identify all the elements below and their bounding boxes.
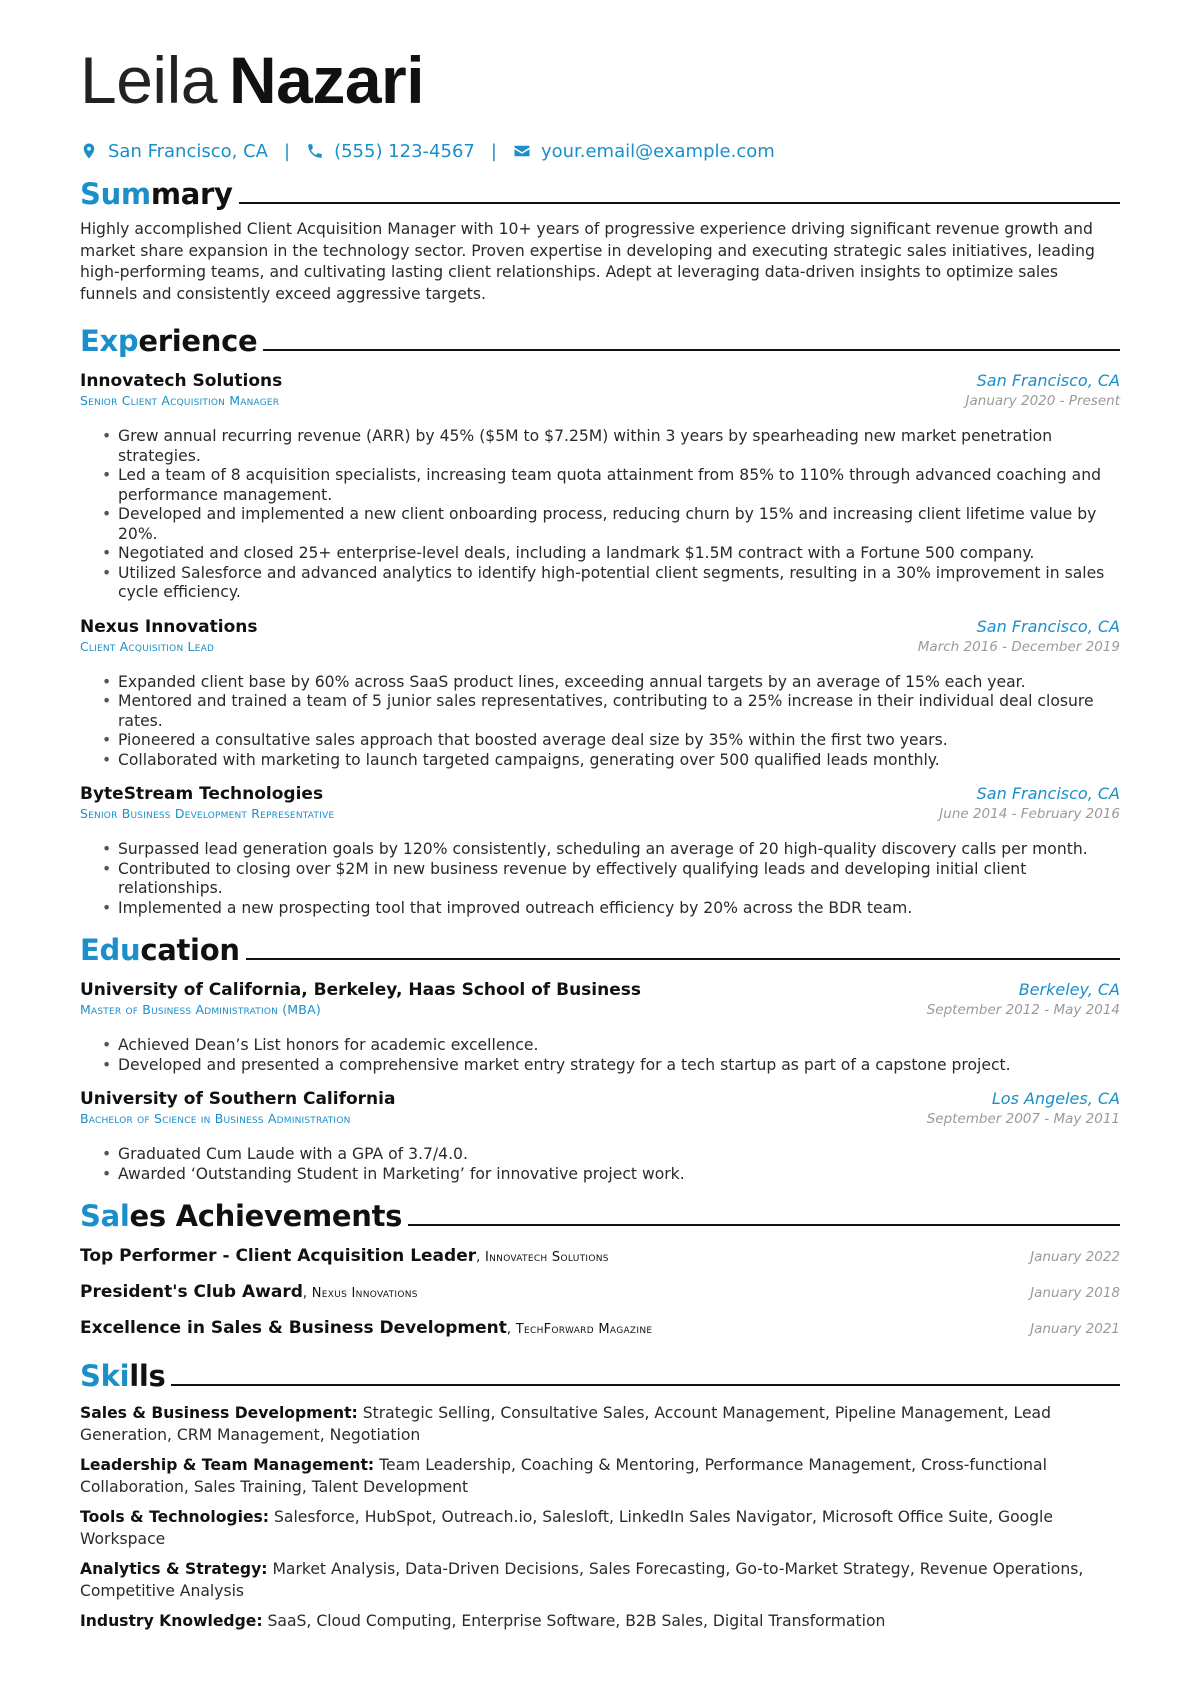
achievement-org: , Innovatech Solutions [476,1250,609,1265]
job-title: Client Acquisition Lead [80,638,215,654]
skill-group [80,1611,1120,1633]
list-item: • Implemented a new prospecting tool that improved outreach efficiency by 20% across the BDR team. [80,899,1120,919]
summary-text: Highly accomplished Client Acquisition Manager with 10+ years of progressive experience driving significant revenue growth and market share expansion in the technology sector. Proven expertise in developing and executing strategic sales initiatives, leading high-performing teams, and cultivating lasting client relationships. Adept at leveraging data-driven insights to optimize sales funnels and consistently exceed aggressive targets. [80,220,1095,303]
entry-location: San Francisco, CA [976,616,1120,636]
degree-name: Master of Business Administration (MBA) [80,1002,321,1017]
entry-dates: September 2012 - May 2014 [926,1002,1120,1018]
first-name: Leila [80,43,217,117]
section-title-rest: cation [140,933,240,967]
achievement-date: January 2018 [1030,1285,1120,1301]
section-title-rest: mary [150,177,233,211]
skill-label: Sales & Business Development: [80,1404,358,1422]
school-name: University of California, Berkeley, Haas School of Business [80,980,641,1000]
entry-location: Los Angeles, CA [991,1089,1120,1108]
skills-heading [80,1354,1120,1394]
skill-group [80,1403,1120,1446]
section-title-rest: erience [138,324,258,358]
education-heading [80,928,1120,968]
section-rule [171,1384,1120,1386]
skill-label: Industry Knowledge: [80,1612,263,1630]
section-title [80,176,233,212]
experience-entry [80,784,1120,918]
section-title-rest: es Achievements [129,1199,403,1233]
section-title-rest: lls [129,1359,166,1393]
bullet-list [80,1036,1120,1075]
list-item: • Awarded ‘Outstanding Student in Marketing’ for innovative project work. [80,1165,1120,1185]
job-title: Senior Business Development Representative [80,806,335,821]
skill-group [80,1455,1120,1498]
achievement-org: , TechForward Magazine [506,1322,653,1337]
skill-label: Analytics & Strategy: [80,1560,268,1578]
entry-location: San Francisco, CA [976,784,1120,803]
skill-values: SaaS, Cloud Computing, Enterprise Software, B2B Sales, Digital Transformation [262,1612,886,1630]
resume-page [80,40,1120,1633]
section-title [80,1198,402,1234]
list-item: • Expanded client base by 60% across SaaS product lines, exceeding annual targets by an average of 15% each year. [80,673,1120,693]
list-item: • Mentored and trained a team of 5 junior sales representatives, contributing to a 25% increase in their individual deal closure rates. [80,692,1120,731]
skill-group [80,1507,1120,1550]
achievement-title: Excellence in Sales & Business Development [80,1318,507,1338]
company-name: ByteStream Technologies [80,784,324,804]
envelope-icon [513,142,531,160]
list-item: • Developed and presented a comprehensive market entry strategy for a tech startup as part of a capstone project. [80,1056,1120,1076]
section-rule [239,202,1120,204]
section-title-accent: Sum [80,177,151,211]
bullet-list [80,840,1120,918]
list-item: • Negotiated and closed 25+ enterprise-level deals, including a landmark $1.5M contract with a Fortune 500 company. [80,544,1120,564]
education-entry [80,1089,1120,1184]
skill-label: Leadership & Team Management: [80,1456,375,1474]
section-title [80,1358,165,1394]
skill-values: Market Analysis, Data-Driven Decisions, Sales Forecasting, Go-to-Market Strategy, Revenue Operations, Competitive Analysis [80,1560,1084,1600]
entry-dates: January 2020 - Present [965,393,1120,409]
summary-heading [80,172,1120,212]
bullet-list [80,1145,1120,1184]
skill-values: Salesforce, HubSpot, Outreach.io, Salesloft, LinkedIn Sales Navigator, Microsoft Office Suite, Google Workspace [80,1508,1053,1548]
company-name: Innovatech Solutions [80,371,283,391]
education-entry [80,980,1120,1075]
experience-list [80,371,1120,918]
entry-location: Berkeley, CA [1018,980,1120,999]
list-item: • Utilized Salesforce and advanced analytics to identify high-potential client segments, resulting in a 30% improvement in sales cycle efficiency. [80,564,1120,603]
achievement-title: President's Club Award [80,1282,303,1302]
list-item: • Contributed to closing over $2M in new business revenue by effectively qualifying leads and developing initial client relationships. [80,860,1120,899]
candidate-name [80,40,1120,120]
list-item: • Surpassed lead generation goals by 120% consistently, scheduling an average of 20 high-quality discovery calls per month. [80,840,1120,860]
job-title: Senior Client Acquisition Manager [80,393,280,408]
education-list [80,980,1120,1184]
section-title [80,323,257,359]
entry-dates: March 2016 - December 2019 [917,638,1120,655]
entry-dates: September 2007 - May 2011 [926,1111,1120,1127]
phone-icon [306,142,324,160]
section-title-accent: Ski [80,1359,130,1393]
achievement-date: January 2022 [1030,1249,1120,1265]
achievement-title: Top Performer - Client Acquisition Leader [80,1246,477,1266]
section-title-accent: Exp [80,324,139,358]
entry-location: San Francisco, CA [976,371,1120,390]
section-title-accent: Edu [80,933,141,967]
last-name: Nazari [228,43,425,117]
list-item: • Led a team of 8 acquisition specialists, increasing team quota attainment from 85% to 110% through advanced coaching and performance management. [80,466,1120,505]
experience-entry [80,371,1120,603]
contact-separator: | [283,140,291,162]
achievement-org: , Nexus Innovations [302,1286,418,1301]
section-rule [408,1224,1120,1226]
experience-entry [80,617,1120,771]
list-item: • Graduated Cum Laude with a GPA of 3.7/4.0. [80,1145,1120,1165]
list-item: • Collaborated with marketing to launch targeted campaigns, generating over 500 qualified leads monthly. [80,751,1120,771]
contact-line [80,136,1120,166]
experience-heading [80,319,1120,359]
achievement-item [80,1246,1120,1282]
company-name: Nexus Innovations [80,616,258,637]
list-item: • Developed and implemented a new client onboarding process, reducing churn by 15% and increasing client lifetime value by 20%. [80,505,1120,544]
section-title [80,932,240,968]
skills-list [80,1403,1120,1633]
contact-location [80,141,268,162]
list-item: • Pioneered a consultative sales approach that boosted average deal size by 35% within the first two years. [80,731,1120,751]
achievement-date: January 2021 [1030,1321,1120,1337]
location-text: San Francisco, CA [108,140,268,162]
achievement-item [80,1318,1120,1354]
map-pin-icon [80,142,98,160]
achievements-list [80,1246,1120,1354]
degree-name: Bachelor of Science in Business Administration [80,1111,351,1126]
skill-values: Team Leadership, Coaching & Mentoring, Performance Management, Cross-functional Collaboration, Sales Training, Talent Development [80,1456,1047,1496]
skill-values: Strategic Selling, Consultative Sales, Account Management, Pipeline Management, Lead Generation, CRM Management, Negotiation [80,1404,1051,1444]
section-rule [263,349,1120,351]
skill-label: Tools & Technologies: [80,1508,270,1526]
entry-dates: June 2014 - February 2016 [939,806,1120,822]
email-text: your.email@example.com [540,140,775,162]
school-name: University of Southern California [80,1089,396,1109]
list-item: • Grew annual recurring revenue (ARR) by 45% ($5M to $7.25M) within 3 years by spearheading new market penetration strategies. [80,427,1120,466]
skill-group [80,1559,1120,1602]
section-title-accent: Sal [80,1199,130,1233]
achievements-heading [80,1194,1120,1234]
list-item: • Achieved Dean’s List honors for academic excellence. [80,1036,1120,1056]
contact-email[interactable] [513,141,775,162]
phone-text: (555) 123-4567 [334,140,475,162]
bullet-list [80,427,1120,603]
contact-separator: | [490,140,497,162]
achievement-item [80,1282,1120,1318]
bullet-list [80,673,1120,771]
section-rule [246,958,1120,960]
contact-phone[interactable] [306,141,475,162]
